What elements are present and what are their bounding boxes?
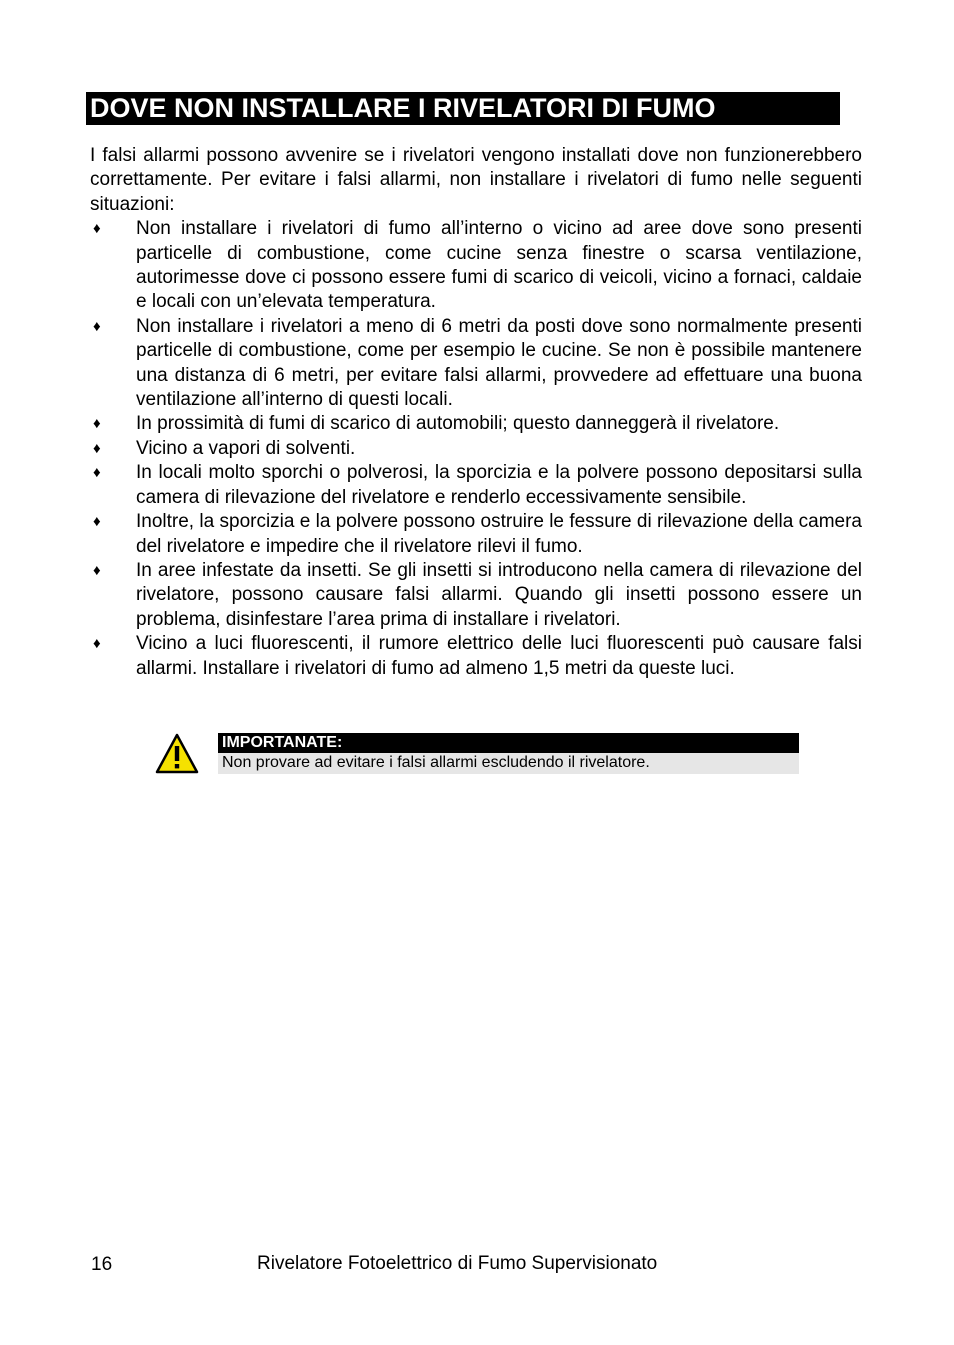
list-item: [90, 461, 862, 510]
notice-text: Non provare ad evitare i falsi allarmi escludendo il rivelatore.: [218, 753, 799, 774]
list-item-text: In locali molto sporchi o polverosi, la sporcizia e la polvere possono depositarsi sulla camera di rilevazione del rivelatore e renderlo eccessivamente sensibile.: [136, 462, 862, 508]
list-item: [90, 412, 862, 436]
diamond-bullet-icon: ♦: [93, 464, 101, 482]
list-item: [90, 510, 862, 559]
notice-box: [218, 733, 799, 774]
list-item: [90, 217, 862, 315]
list-item: [90, 632, 862, 681]
intro-paragraph: I falsi allarmi possono avvenire se i rivelatori vengono installati dove non funzionerebbero correttamente. Per evitare i falsi allarmi, non installare i rivelatori di fumo nelle seguenti situazioni:: [90, 145, 862, 215]
list-item-text: Vicino a vapori di solventi.: [136, 437, 356, 459]
diamond-bullet-icon: ♦: [93, 561, 101, 579]
diamond-bullet-icon: ♦: [93, 635, 101, 653]
list-item: [90, 437, 862, 461]
diamond-bullet-icon: ♦: [93, 317, 101, 335]
footer-title: Rivelatore Fotoelettrico di Fumo Supervisionato: [257, 1253, 658, 1274]
diamond-bullet-icon: ♦: [93, 513, 101, 531]
main-content: [90, 144, 862, 681]
situations-list: [90, 217, 862, 681]
section-heading: DOVE NON INSTALLARE I RIVELATORI DI FUMO: [86, 92, 840, 125]
list-item-text: In prossimità di fumi di scarico di automobili; questo danneggerà il rivelatore.: [136, 413, 780, 435]
list-item-text: Inoltre, la sporcizia e la polvere possono ostruire le fessure di rilevazione della camera del rivelatore e impedire che il rivelatore rilevi il fumo.: [136, 511, 862, 557]
list-item-text: Vicino a luci fluorescenti, il rumore elettrico delle luci fluorescenti può causare falsi allarmi. Installare i rivelatori di fumo ad almeno 1,5 metri da queste luci.: [136, 633, 862, 679]
notice-title: IMPORTANATE:: [218, 733, 799, 753]
diamond-bullet-icon: ♦: [93, 415, 101, 433]
list-item-text: Non installare i rivelatori a meno di 6 metri da posti dove sono normalmente presenti particelle di combustione, come per esempio le cucine. Se non è possibile mantenere una distanza di 6 metri, per evitare falsi allarmi, provvedere ad effettuare una buona ventilazione all’interno di questi locali.: [136, 315, 862, 411]
list-item: [90, 315, 862, 413]
diamond-bullet-icon: ♦: [93, 439, 101, 457]
diamond-bullet-icon: ♦: [93, 220, 101, 238]
page-number: 16: [91, 1254, 113, 1275]
list-item: [90, 559, 862, 632]
important-notice: [155, 733, 799, 777]
list-item-text: In aree infestate da insetti. Se gli insetti si introducono nella camera di rilevazione del rivelatore, possono causare falsi allarmi. Quando gli insetti possono essere un problema, disinfestare l’area prima di installare i rivelatori.: [136, 559, 862, 630]
list-item-text: Non installare i rivelatori di fumo all’interno o vicino ad aree dove sono presenti particelle di combustione, come cucine senza finestre o scarsa ventilazione, autorimesse dove ci possono essere fumi di scarico di veicoli, vicino a fornaci, caldaie e locali con un’elevata temperatura.: [136, 218, 862, 313]
warning-triangle-icon: [155, 733, 199, 775]
